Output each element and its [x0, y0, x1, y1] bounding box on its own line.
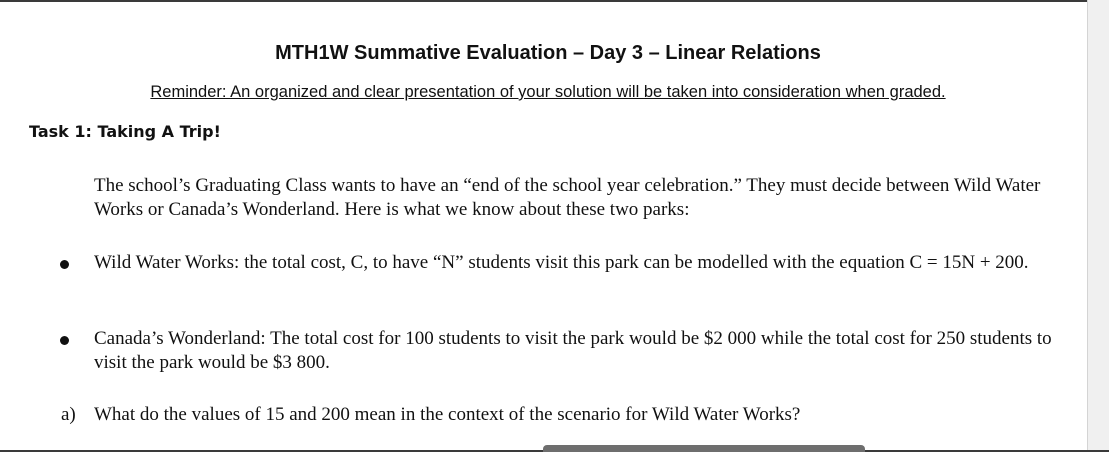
page-top-border [0, 0, 1109, 2]
bullet-icon [60, 336, 69, 345]
page-right-margin [1087, 0, 1109, 452]
intro-paragraph: The school’s Graduating Class wants to have an “end of the school year celebration.” They must decide between Wild Water Works or Canada’s Wonderland. Here is what we know about these two parks: [94, 175, 1041, 220]
bullet-icon [60, 260, 69, 269]
grading-reminder: Reminder: An organized and clear presentation of your solution will be taken into consideration when graded. [150, 83, 946, 101]
horizontal-scrollbar-thumb[interactable] [543, 445, 865, 452]
question-a-text: What do the values of 15 and 200 mean in the context of the scenario for Wild Water Works? [94, 404, 801, 425]
question-a-label: a) [61, 404, 76, 425]
task-heading: Task 1: Taking A Trip! [29, 122, 221, 141]
document-title: MTH1W Summative Evaluation – Day 3 – Linear Relations [275, 42, 821, 64]
bullet-wild-water-works: Wild Water Works: the total cost, C, to have “N” students visit this park can be modelled with the equation C = 15N + 200. [94, 252, 1029, 273]
bullet-canadas-wonderland: Canada’s Wonderland: The total cost for 100 students to visit the park would be $2 000 while the total cost for 250 students to visit the park would be $3 800. [94, 328, 1052, 373]
